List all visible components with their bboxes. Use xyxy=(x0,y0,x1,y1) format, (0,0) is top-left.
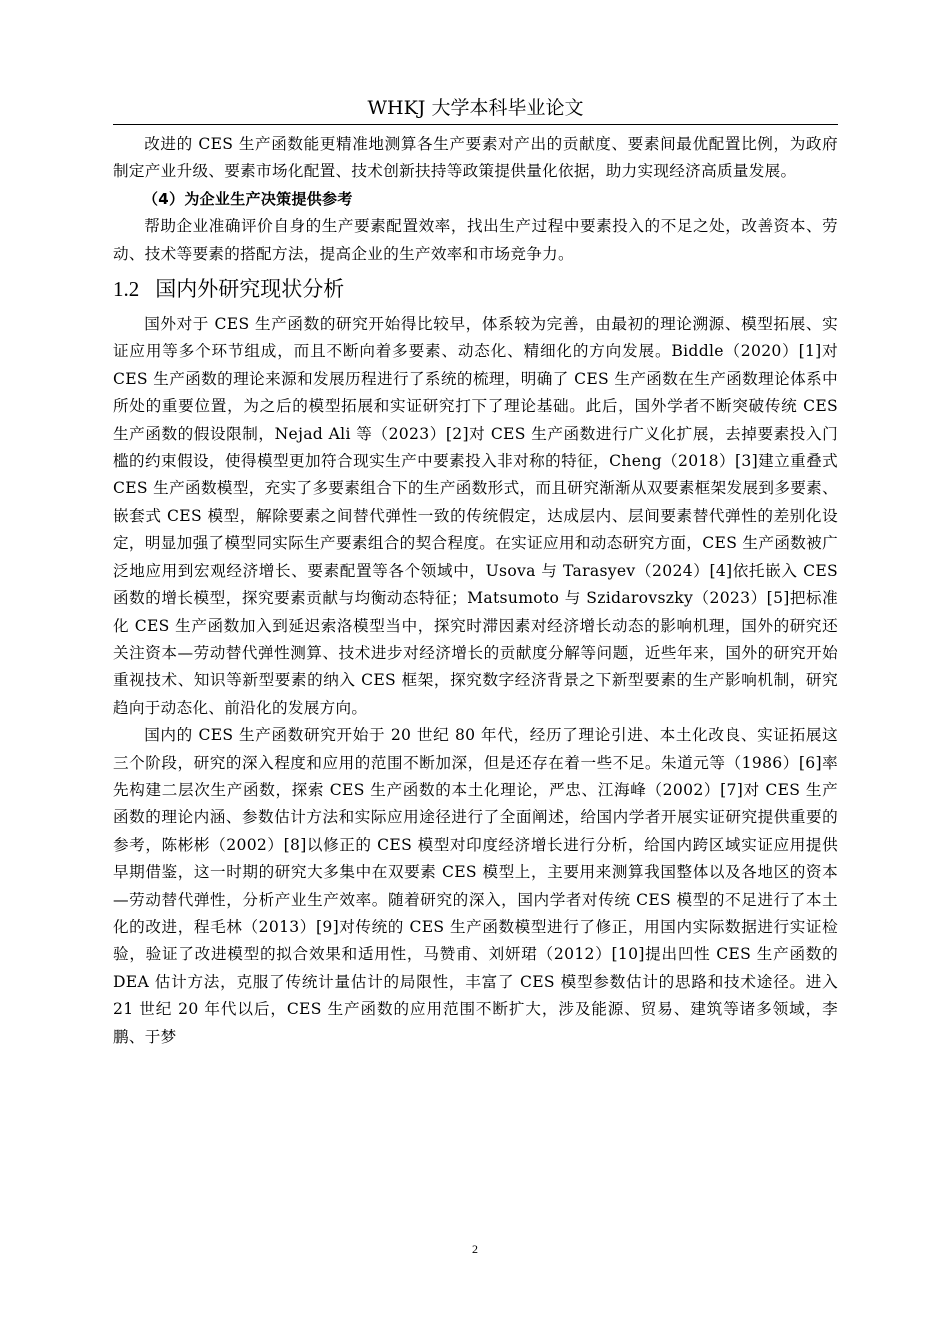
header-rule xyxy=(113,124,838,125)
section-title: 国内外研究现状分析 xyxy=(155,277,345,302)
page-header: WHKJ 大学本科毕业论文 xyxy=(367,97,584,119)
paragraph-3: 国外对于 CES 生产函数的研究开始得比较早，体系较为完善，由最初的理论溯源、模型拓展、实证应用等多个环节组成，而且不断向着多要素、动态化、精细化的方向发展。Biddle（2020）[1]对 CES 生产函数的理论来源和发展历程进行了系统的梳理，明确了 CES 生产函数在生产函数理论体系中所处的重要位置，为之后的模型拓展和实证研究打下了理论基础。此后，国外学者不断突破传统 CES 生产函数的假设限制，Nejad Ali 等（2023）[2]对 CES 生产函数进行广义化扩展，去掉要素投入门槛的约束假设，使得模型更加符合现实生产中要素投入非对称的特征，Cheng（2018）[3]建立重叠式 CES 生产函数模型，充实了多要素组合下的生产函数形式，而且研究渐渐从双要素框架发展到多要素、嵌套式 CES 模型，解除要素之间替代弹性一致的传统假定，达成层内、层间要素替代弹性的差别化设定，明显加强了模型同实际生产要素组合的契合程度。在实证应用和动态研究方面，CES 生产函数被广泛地应用到宏观经济增长、要素配置等各个领域中，Usova 与 Tarasyev（2024）[4]依托嵌入 CES 函数的增长模型，探究要素贡献与均衡动态特征；Matsumoto 与 Szidarovszky（2023）[5]把标准化 CES 生产函数加入到延迟索洛模型当中，探究时滞因素对经济增长动态的影响机理，国外的研究还关注资本—劳动替代弹性测算、技术进步对经济增长的贡献度分解等问题，近些年来，国外的研究开始重视技术、知识等新型要素的纳入 CES 框架，探究数字经济背景之下新型要素的生产影响机制，研究趋向于动态化、前沿化的发展方向。 xyxy=(113,315,838,717)
paragraph-1: 改进的 CES 生产函数能更精准地测算各生产要素对产出的贡献度、要素间最优配置比例，为政府制定产业升级、要素市场化配置、技术创新扶持等政策提供量化依据，助力实现经济高质量发展。 xyxy=(113,135,838,181)
page-body xyxy=(113,131,838,1051)
paragraph-2: 帮助企业准确评价自身的生产要素配置效率，找出生产过程中要素投入的不足之处，改善资本、劳动、技术等要素的搭配方法，提高企业的生产效率和市场竞争力。 xyxy=(113,217,838,263)
section-heading xyxy=(113,271,838,307)
page-number: 2 xyxy=(472,1242,478,1256)
paragraph-4: 国内的 CES 生产函数研究开始于 20 世纪 80 年代，经历了理论引进、本土化改良、实证拓展这三个阶段，研究的深入程度和应用的范围不断加深，但是还存在着一些不足。朱道元等（1986）[6]率先构建二层次生产函数，探索 CES 生产函数的本土化理论，严忠、江海峰（2002）[7]对 CES 生产函数的理论内涵、参数估计方法和实际应用途径进行了全面阐述，给国内学者开展实证研究提供重要的参考，陈彬彬（2002）[8]以修正的 CES 模型对印度经济增长进行分析，给国内跨区域实证应用提供早期借鉴，这一时期的研究大多集中在双要素 CES 模型上，主要用来测算我国整体以及各地区的资本—劳动替代弹性，分析产业生产效率。随着研究的深入，国内学者对传统 CES 模型的不足进行了本土化的改进，程毛林（2013）[9]对传统的 CES 生产函数模型进行了修正，用国内实际数据进行实证检验，验证了改进模型的拟合效果和适用性，马赞甫、刘妍珺（2012）[10]提出凹性 CES 生产函数的 DEA 估计方法，克服了传统计量估计的局限性，丰富了 CES 模型参数估计的思路和技术途径。进入 21 世纪 20 年代以后，CES 生产函数的应用范围不断扩大，涉及能源、贸易、建筑等诸多领域，李鹏、于梦 xyxy=(113,726,838,1046)
subheading-4: （4）为企业生产决策提供参考 xyxy=(143,189,353,208)
section-number: 1.2 xyxy=(113,277,140,302)
